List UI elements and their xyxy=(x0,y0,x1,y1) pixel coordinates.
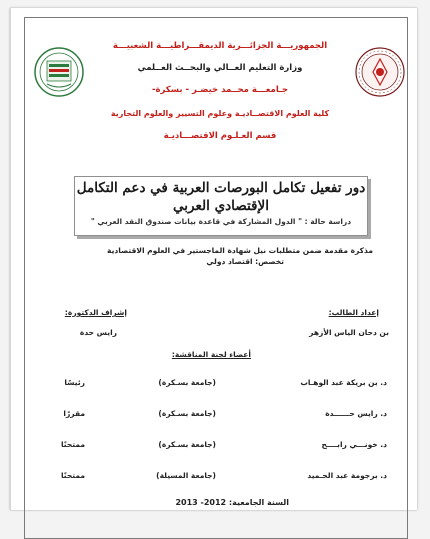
member-university: (جامعة بسـكرة) xyxy=(158,409,216,418)
header-department: قسم العـلـوم الاقتصـــاديـة xyxy=(163,131,277,141)
header-republic: الجمهوريـــة الجزائـــرية الديمقـــراطيـــة الشعبيـــة xyxy=(112,41,328,51)
thesis-title-line1: دور تفعيل تكامل البورصات العربية في دعم التكامل xyxy=(76,180,366,196)
member-role: ممتحنًا xyxy=(60,471,85,480)
member-role: مقررًا xyxy=(63,409,85,418)
header-ministry: وزارة التعليم العــالي والبحــث العــلمي xyxy=(137,63,303,73)
member-role: ممتحنًا xyxy=(60,440,85,449)
committee-heading: أعضاء لجنة المناقشة: xyxy=(171,350,251,359)
university-logo-left xyxy=(33,46,85,98)
case-study-subtitle: دراسة حالة : " الدول المشاركة في قاعدة بيانات صندوق النقد العربي " xyxy=(90,217,352,226)
memo-line1: مذكرة مقدمة ضمن متطلبات نيل شهادة الماجستير في العلوم الاقتصادية xyxy=(107,246,373,255)
member-university: (جامعة بسـكرة) xyxy=(158,378,216,387)
header-university: جـامعـــة محــمد خيضـر - بسكرة- xyxy=(151,85,289,95)
university-logo-right xyxy=(354,46,406,98)
header-faculty: كلية العلوم الاقتصــاديـة وعلوم التسيير والعلوم التجارية xyxy=(110,109,330,118)
member-university: (جامعة المسيلة) xyxy=(156,471,216,480)
member-name: د. بن بريكة عبد الوهـاب xyxy=(300,378,387,387)
member-name: د. خونـــي رابــــح xyxy=(321,440,387,449)
supervisor-label: إشراف الدكتورة: xyxy=(64,308,127,317)
document-page xyxy=(10,8,417,510)
thesis-title-box xyxy=(74,176,368,236)
member-name: د. رايس حــــــدة xyxy=(325,409,387,418)
memo-specialty: تخصص: اقتصاد دولي xyxy=(206,257,284,266)
prepared-by-label: إعداد الطالب: xyxy=(328,308,379,317)
supervisor-name: رايس حدة xyxy=(79,328,117,337)
member-role: رئيسًا xyxy=(64,378,85,387)
member-name: د. برجومة عبد الحـميد xyxy=(307,471,387,480)
academic-year: السنة الجامعية: 2012- 2013 xyxy=(175,498,289,507)
member-university: (جامعة بسـكرة) xyxy=(158,440,216,449)
student-name: بن دحان الياس الأزهر xyxy=(309,328,389,337)
thesis-title-line2: الإقتصادي العربي xyxy=(173,198,269,214)
